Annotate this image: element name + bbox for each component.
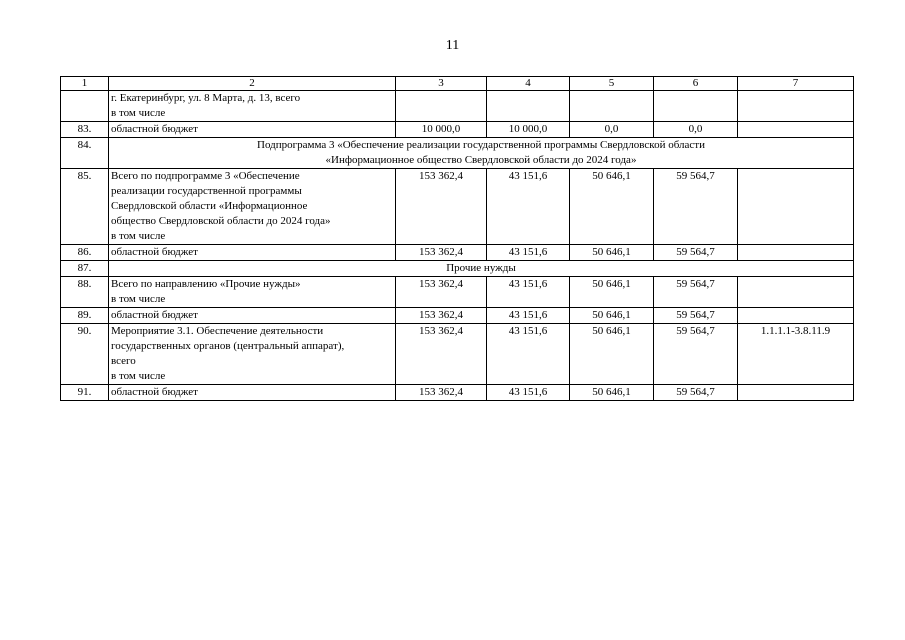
row-number: 90. (61, 324, 109, 385)
row-description (109, 308, 396, 324)
value-cell-7 (738, 169, 854, 245)
description-line: в том числе (111, 370, 166, 382)
description-line: общество Свердловской области до 2024 года» (111, 215, 331, 227)
row-description (109, 277, 396, 308)
column-header: 3 (396, 77, 487, 91)
value-cell-3: 153 362,4 (396, 324, 487, 385)
budget-table (60, 76, 854, 401)
table-row (61, 277, 854, 308)
value-cell-5: 50 646,1 (570, 169, 654, 245)
row-description (109, 324, 396, 385)
row-number: 87. (61, 261, 109, 277)
description-line: государственных органов (центральный аппарат), (111, 340, 345, 352)
row-description (109, 91, 396, 122)
table-row (61, 385, 854, 401)
value-cell-6 (654, 91, 738, 122)
table-row (61, 261, 854, 277)
row-number: 91. (61, 385, 109, 401)
table-row (61, 245, 854, 261)
value-cell-7 (738, 308, 854, 324)
value-cell-4: 43 151,6 (487, 277, 570, 308)
value-cell-4: 43 151,6 (487, 385, 570, 401)
value-cell-7 (738, 122, 854, 138)
value-cell-6: 59 564,7 (654, 245, 738, 261)
value-cell-5: 50 646,1 (570, 308, 654, 324)
row-number: 84. (61, 138, 109, 169)
table-row (61, 122, 854, 138)
value-cell-7 (738, 91, 854, 122)
description-line: областной бюджет (111, 386, 198, 398)
row-description (109, 385, 396, 401)
value-cell-6: 59 564,7 (654, 385, 738, 401)
value-cell-3 (396, 91, 487, 122)
description-line: областной бюджет (111, 246, 198, 258)
row-description (109, 169, 396, 245)
value-cell-5: 50 646,1 (570, 277, 654, 308)
description-line: Всего по направлению «Прочие нужды» (111, 278, 301, 290)
table-row (61, 308, 854, 324)
row-number (61, 91, 109, 122)
row-description (109, 122, 396, 138)
value-cell-7: 1.1.1.1-3.8.11.9 (738, 324, 854, 385)
column-header: 1 (61, 77, 109, 91)
section-title-line: «Информационное общество Свердловской области до 2024 года» (325, 154, 637, 166)
value-cell-3: 10 000,0 (396, 122, 487, 138)
table-row (61, 324, 854, 385)
value-cell-5 (570, 91, 654, 122)
value-cell-6: 0,0 (654, 122, 738, 138)
value-cell-5: 50 646,1 (570, 385, 654, 401)
value-cell-6: 59 564,7 (654, 169, 738, 245)
value-cell-6: 59 564,7 (654, 308, 738, 324)
value-cell-5: 50 646,1 (570, 245, 654, 261)
value-cell-3: 153 362,4 (396, 385, 487, 401)
value-cell-7 (738, 277, 854, 308)
table-row (61, 138, 854, 169)
value-cell-6: 59 564,7 (654, 324, 738, 385)
description-line: областной бюджет (111, 123, 198, 135)
column-header: 4 (487, 77, 570, 91)
value-cell-4 (487, 91, 570, 122)
description-line: г. Екатеринбург, ул. 8 Марта, д. 13, всего (111, 92, 301, 104)
section-title-line: Прочие нужды (446, 262, 516, 274)
table-header-row (61, 77, 854, 91)
section-title (109, 138, 854, 169)
table-row (61, 169, 854, 245)
value-cell-3: 153 362,4 (396, 308, 487, 324)
description-line: в том числе (111, 107, 166, 119)
value-cell-4: 43 151,6 (487, 169, 570, 245)
column-header: 7 (738, 77, 854, 91)
description-line: областной бюджет (111, 309, 198, 321)
row-number: 89. (61, 308, 109, 324)
value-cell-4: 43 151,6 (487, 308, 570, 324)
section-title-line: Подпрограмма 3 «Обеспечение реализации государственной программы Свердловской области (257, 139, 705, 151)
row-number: 83. (61, 122, 109, 138)
value-cell-7 (738, 385, 854, 401)
row-description (109, 245, 396, 261)
table-row (61, 91, 854, 122)
value-cell-7 (738, 245, 854, 261)
description-line: Мероприятие 3.1. Обеспечение деятельности (111, 325, 324, 337)
value-cell-5: 0,0 (570, 122, 654, 138)
column-header: 6 (654, 77, 738, 91)
section-title (109, 261, 854, 277)
page-number: 11 (445, 38, 460, 53)
value-cell-4: 43 151,6 (487, 324, 570, 385)
row-number: 85. (61, 169, 109, 245)
value-cell-6: 59 564,7 (654, 277, 738, 308)
value-cell-3: 153 362,4 (396, 245, 487, 261)
description-line: Всего по подпрограмме 3 «Обеспечение (111, 170, 300, 182)
value-cell-5: 50 646,1 (570, 324, 654, 385)
description-line: в том числе (111, 230, 166, 242)
column-header: 2 (109, 77, 396, 91)
value-cell-3: 153 362,4 (396, 277, 487, 308)
row-number: 86. (61, 245, 109, 261)
value-cell-4: 43 151,6 (487, 245, 570, 261)
description-line: Свердловской области «Информационное (111, 200, 308, 212)
column-header: 5 (570, 77, 654, 91)
description-line: всего (111, 355, 136, 367)
value-cell-3: 153 362,4 (396, 169, 487, 245)
value-cell-4: 10 000,0 (487, 122, 570, 138)
row-number: 88. (61, 277, 109, 308)
description-line: реализации государственной программы (111, 185, 302, 197)
description-line: в том числе (111, 293, 166, 305)
